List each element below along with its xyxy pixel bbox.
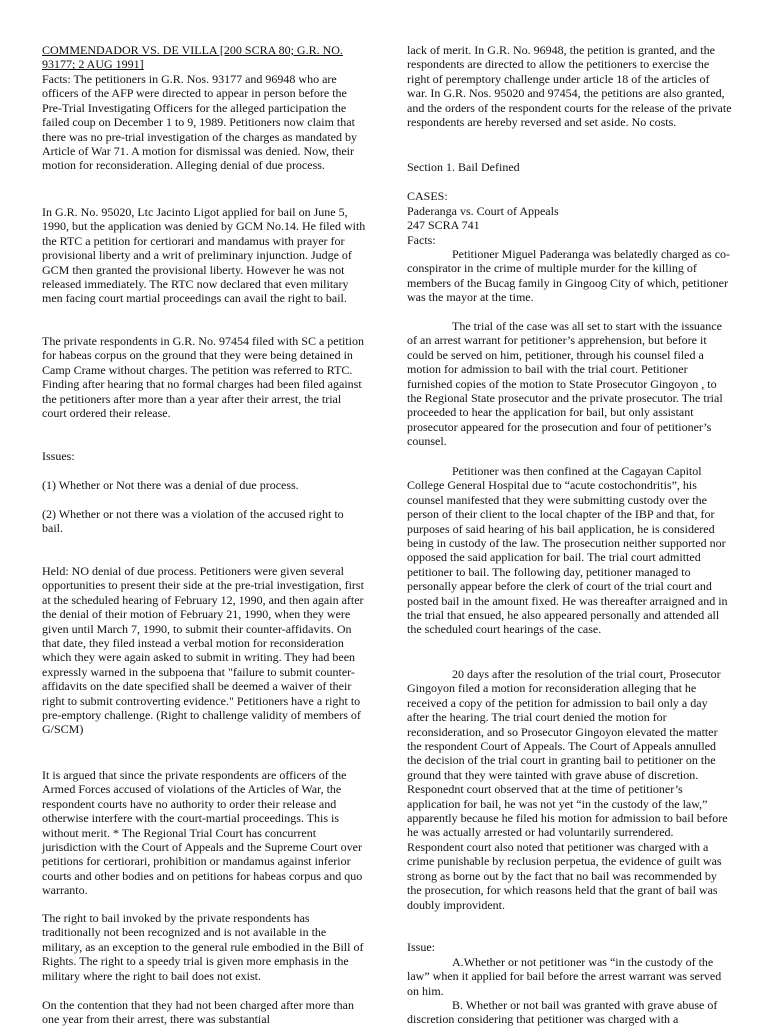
issue-b: B. Whether or not bail was granted with grave abuse of discretion considering that petitioner was charged with a <box>407 998 718 1027</box>
case-name: Paderanga vs. Court of Appeals <box>407 204 559 218</box>
right-to-bail-paragraph: The right to bail invoked by the private respondents has traditionally not been recognized and is not available in the military, as an exception to the general rule embodied in the Bill of Rights. The right to a speedy trial is given more emphasis in the military where the right to bail does not exist. <box>42 911 364 983</box>
section-heading: Section 1. Bail Defined <box>407 160 520 174</box>
facts-label: Facts: <box>407 233 436 247</box>
facts-paragraph-3: The private respondents in G.R. No. 97454 filed with SC a petition for habeas corpus on the ground that they were being detained in Camp Crame without charges. The petition was referred to RTC. Finding after hearing that no formal charges had been filed against the petitioners after more than a year after their arrest, the trial court ordered their release. <box>42 334 364 421</box>
issues-heading: Issues: <box>42 449 75 463</box>
issue-2: (2) Whether or not there was a violation of the accused right to bail. <box>42 507 344 536</box>
contention-paragraph: On the contention that they had not been charged after more than one year from their arrest, there was substantial <box>42 998 354 1027</box>
cases-heading: CASES: <box>407 189 448 203</box>
issue-heading: Issue: <box>407 940 435 954</box>
issue-1: (1) Whether or Not there was a denial of due process. <box>42 478 299 492</box>
facts-paragraph-2: In G.R. No. 95020, Ltc Jacinto Ligot applied for bail on June 5, 1990, but the application was denied by GCM No.14. He filed with the RTC a petition for certiorari and mandamus with prayer for provisional liberty and a writ of preliminary injunction. Judge of GCM then granted the provisional liberty. However he was not released immediately. The RTC now declared that even military men facing court martial proceedings can avail the right to bail. <box>42 205 366 306</box>
case-citation: 247 SCRA 741 <box>407 218 480 232</box>
case-paragraph-2: The trial of the case was all set to start with the issuance of an arrest warrant for petitioner’s apprehension, but before it could be served on him, petitioner, through his counsel filed a motion for admission to bail with the trial court. Petitioner furnished copies of the motion to State Prosecutor Gingoyon , to the Regional State prosecutor and the private prosecutor. The trial proceeded to hear the application for bail, but only assistant prosecutor appeared for the prosecution and four of petitioner’s counsel. <box>407 319 723 449</box>
case-paragraph-3: Petitioner was then confined at the Cagayan Capitol College General Hospital due to “acute costochondritis”, his counsel manifested that they were submitting custody over the person of their client to the local chapter of the IBP and that, for purposes of said hearing of his bail application, he is considered being in custody of the law. The prosecution neither supported nor opposed the said application for bail. The trial court admitted petitioner to bail. The following day, petitioner managed to personally appear before the clerk of court of the trial court and posted bail in the amount fixed. He was thereafter arraigned and in the trial that ensued, he also appeared personally and attended all the scheduled court hearings of the case. <box>407 464 728 637</box>
case-title: COMMENDADOR VS. DE VILLA [200 SCRA 80; G.R. NO. 93177; 2 AUG 1991] <box>42 43 343 72</box>
disposition-paragraph: lack of merit. In G.R. No. 96948, the petition is granted, and the respondents are directed to allow the petitioners to exercise the right of peremptory challenge under article 18 of the articles of war. In G.R. Nos. 95020 and 97454, the petitions are also granted, and the orders of the respondent courts for the release of the private respondents are hereby reversed and set aside. No costs. <box>407 43 732 130</box>
argued-paragraph: It is argued that since the private respondents are officers of the Armed Forces accused of violations of the Articles of War, the respondent courts have no authority to order their release and otherwise interfere with the court-martial proceedings. This is without merit. * The Regional Trial Court has concurrent jurisdiction with the Court of Appeals and the Supreme Court over petitions for certiorari, prohibition or mandamus against inferior courts and other bodies and on petitions for habeas corpus and quo warranto. <box>42 768 363 898</box>
issue-a: A.Whether or not petitioner was “in the custody of the law” when it applied for bail before the arrest warrant was served on him. <box>407 955 722 998</box>
case-paragraph-1: Petitioner Miguel Paderanga was belatedly charged as co-conspirator in the crime of multiple murder for the killing of members of the Bucag family in Gingoog City of which, petitioner was the mayor at the time. <box>407 247 731 305</box>
case-paragraph-4: 20 days after the resolution of the trial court, Prosecutor Gingoyon filed a motion for reconsideration alleging that he received a copy of the petition for admission to bail only a day after the hearing. The trial court denied the motion for reconsideration, and so Prosecutor Gingoyon elevated the matter the respondent Court of Appeals. The Court of Appeals annulled the decision of the trial court in granting bail to petitioner on the ground that they were tainted with grave abuse of discretion. Responednt court observed that at the time of petitioner’s application for bail, he was not yet “in the custody of the law,” apparently because he filed his motion for admission to bail before he was actually arrested or had voluntarily surrendered. Respondent court also noted that petitioner was charged with a crime punishable by reclusion perpetua, the evidence of guilt was strong as borne out by the fact that no bail was recommended by the prosecution, for which reasons held that the grant of bail was doubly improvident. <box>407 667 728 912</box>
facts-paragraph-1: Facts: The petitioners in G.R. Nos. 93177 and 96948 who are officers of the AFP were directed to appear in person before the Pre-Trial Investigating Officers for the alleged participation the failed coup on December 1 to 9, 1989. Petitioners now claim that there was no pre-trial investigation of the charges as mandated by Article of War 71. A motion for dismissal was denied. Now, their motion for reconsideration. Alleging denial of due process. <box>42 72 358 173</box>
held-paragraph: Held: NO denial of due process. Petitioners were given several opportunities to present their side at the pre-trial investigation, first at the scheduled hearing of February 12, 1990, and then again after the denial of their motion of February 21, 1990, when they were given until March 7, 1990, to submit their counter-affidavits. On that date, they filed instead a verbal motion for reconsideration which they were again asked to submit in writing. They had been expressly warned in the subpoena that "failure to submit counter-affidavits on the date specified shall be deemed a waiver of their right to submit controverting evidence." Petitioners have a right to pre-emptory challenge. (Right to challenge validity of members of G/SCM) <box>42 564 364 737</box>
